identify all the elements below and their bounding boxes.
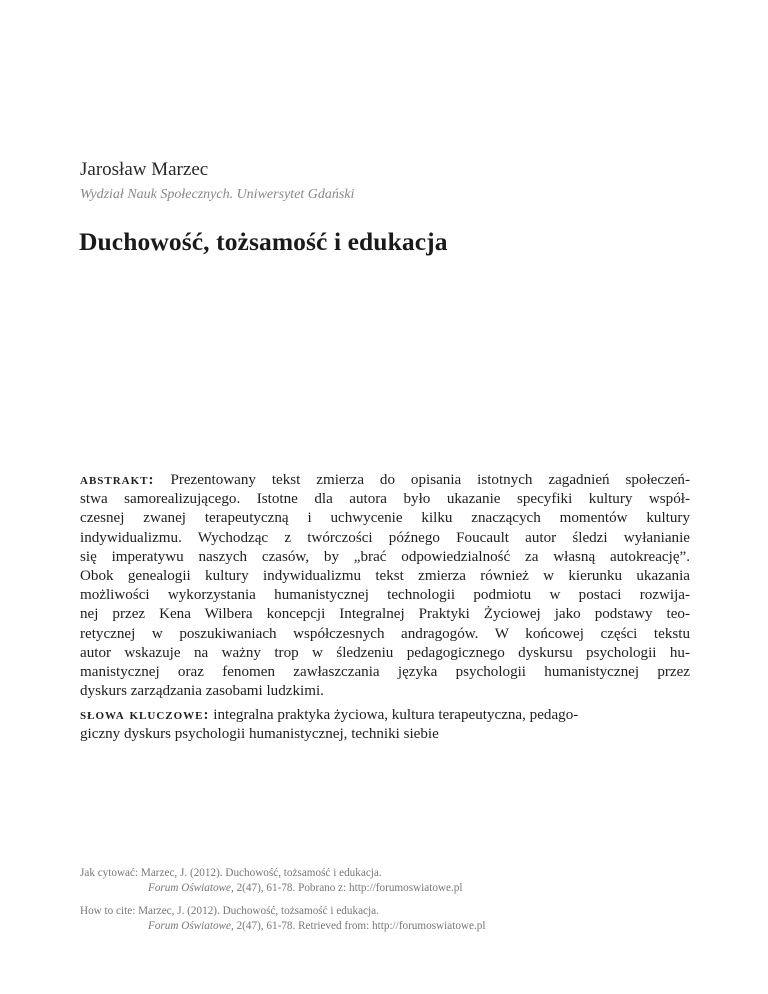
author-affiliation: Wydział Nauk Społecznych. Uniwersytet Gdański bbox=[80, 187, 355, 202]
abstract-line: się imperatywu naszych czasów, by „brać odpowiedzialność za własną autokreację”. bbox=[80, 548, 690, 565]
abstract-line: abstrakt: Prezentowany tekst zmierza do opisania istotnych zagadnień społeczeń- bbox=[80, 472, 691, 488]
abstract-label: abstrakt: bbox=[80, 472, 155, 488]
abstract-line: możliwości wykorzystania humanistycznej technologii podmiotu w postaci rozwija- bbox=[80, 587, 690, 604]
keywords bbox=[80, 706, 690, 744]
author-name: Jarosław Marzec bbox=[80, 159, 209, 180]
abstract-line: autor wskazuje na ważny trop w śledzeniu pedagogicznego dyskursu psychologii hu- bbox=[80, 644, 690, 661]
abstract-line: czesnej zwanej terapeutyczną i uchwycenie kilku znaczących momentów kultury bbox=[80, 510, 690, 527]
abstract-line: Obok genealogii kultury indywidualizmu tekst zmierza również w kierunku ukazania bbox=[80, 568, 690, 585]
abstract-line: retycznej w poszukiwaniach współczesnych andragogów. W końcowej części tekstu bbox=[80, 625, 690, 642]
abstract-line: stwa samorealizującego. Istotne dla autora było ukazanie specyfiki kultury współ- bbox=[80, 491, 690, 508]
journal-name: Forum Oświatowe, bbox=[148, 920, 234, 932]
keywords-line: giczny dyskurs psychologii humanistycznej, techniki siebie bbox=[80, 726, 439, 743]
abstract-line: nej przez Kena Wilbera koncepcji Integralnej Praktyki Życiowej jako podstawy teo- bbox=[80, 606, 690, 623]
citation-prefix: How to cite: bbox=[80, 905, 136, 917]
citation-english: How to cite: Marzec, J. (2012). Duchowość, tożsamość i edukacja. Forum Oświatowe, 2(47), 61-78. Retrieved from: http://forumoswiatowe.pl bbox=[80, 905, 486, 932]
abstract-line: dyskurs zarządzania zasobami ludzkimi. bbox=[80, 683, 324, 700]
citation-polish: Jak cytować: Marzec, J. (2012). Duchowość, tożsamość i edukacja. Forum Oświatowe, 2(47), 61-78. Pobrano z: http://forumoswiatowe.pl bbox=[80, 867, 463, 894]
article-title: Duchowość, tożsamość i edukacja bbox=[79, 227, 448, 256]
citation-prefix: Jak cytować: bbox=[80, 867, 139, 879]
keywords-line: słowa kluczowe: integralna praktyka życiowa, kultura terapeutyczna, pedago- bbox=[80, 707, 579, 723]
citation-link-text: 2(47), 61-78. Retrieved from: http://forumoswiatowe.pl bbox=[236, 920, 486, 932]
journal-name: Forum Oświatowe, bbox=[148, 882, 234, 894]
abstract bbox=[80, 471, 690, 701]
abstract-line: manistycznej oraz fenomen zawłaszczania języka psychologii humanistycznej przez bbox=[80, 664, 690, 681]
keywords-label: słowa kluczowe: bbox=[80, 707, 210, 723]
citation-link-text: 2(47), 61-78. Pobrano z: http://forumoswiatowe.pl bbox=[236, 882, 463, 894]
abstract-line: indywidualizmu. Wychodząc z twórczości późnego Foucault autor śledzi wyłanianie bbox=[80, 529, 690, 546]
